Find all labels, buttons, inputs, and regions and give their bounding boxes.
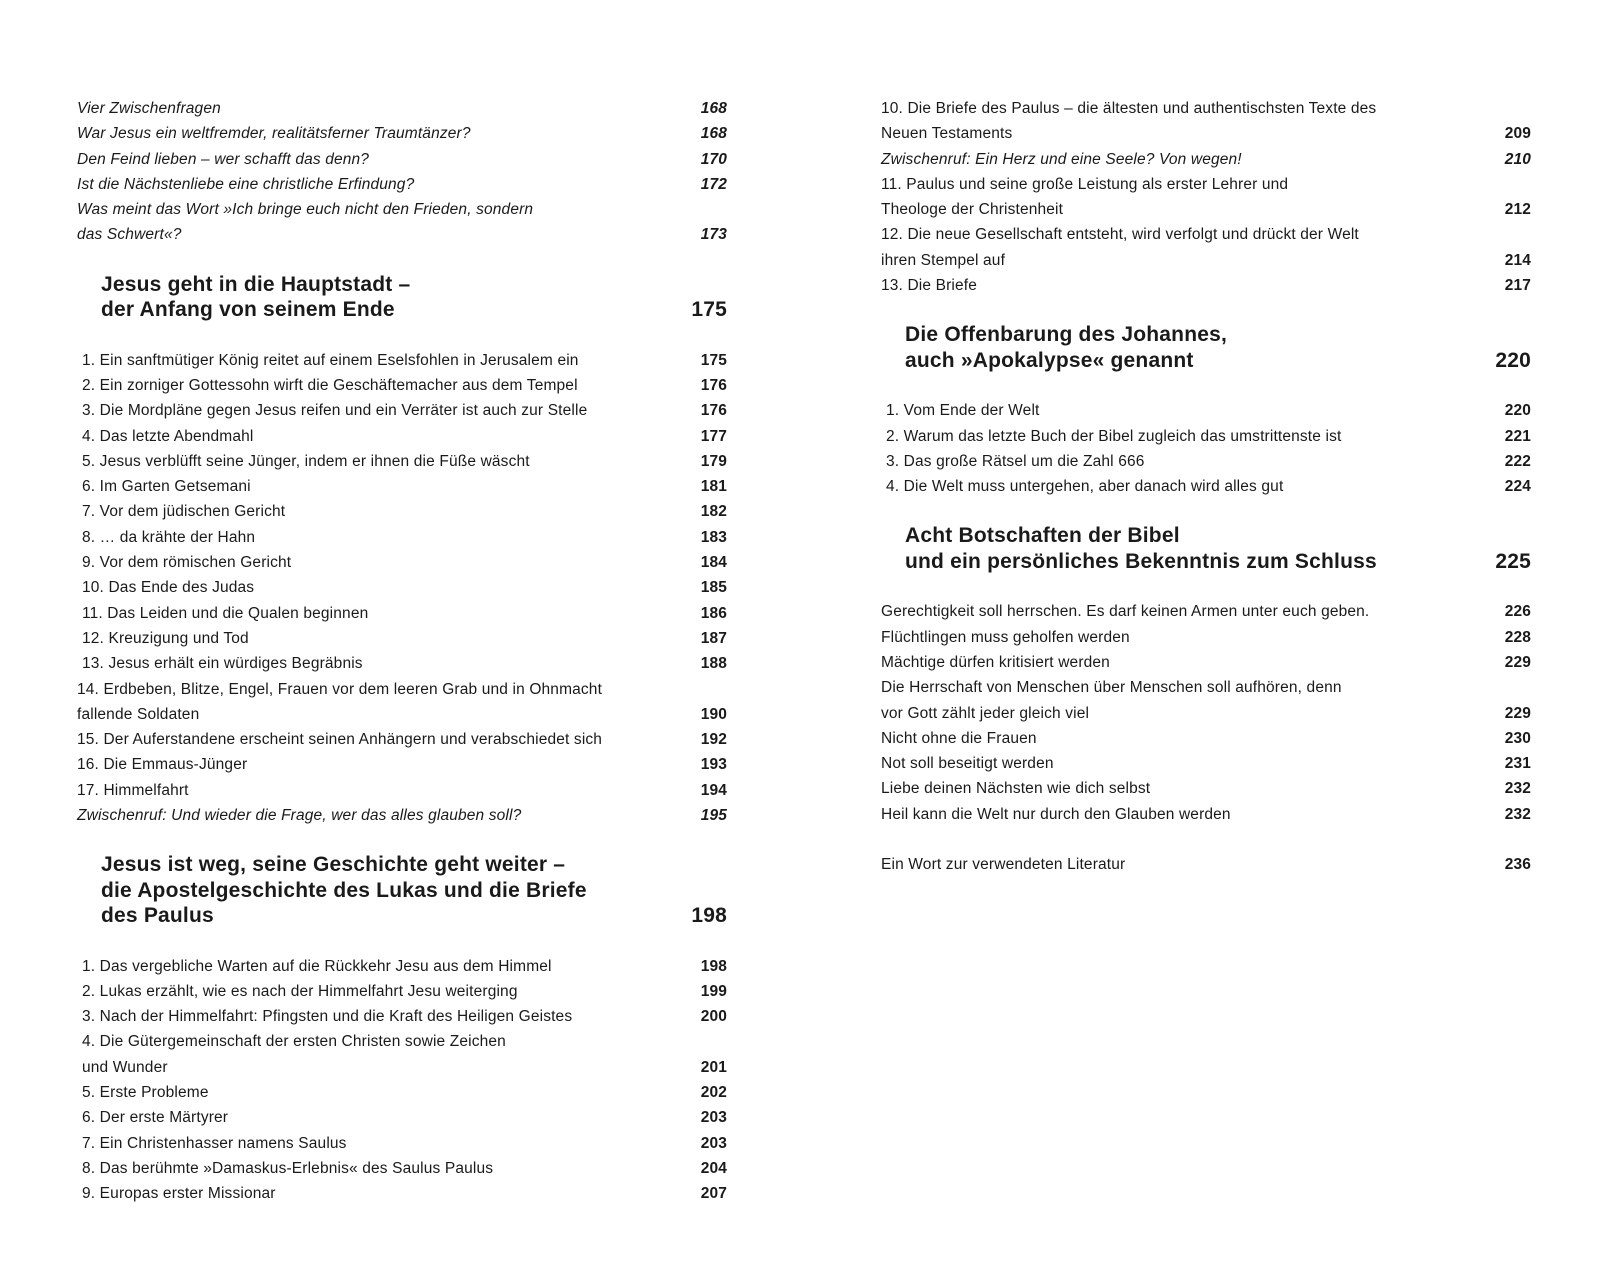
toc-entry-title: 15. Der Auferstandene erscheint seinen Anhängern und verabschiedet sich bbox=[77, 731, 603, 749]
toc-entry-title: 7. Vor dem jüdischen Gericht bbox=[82, 503, 286, 521]
toc-entry-page: 204 bbox=[700, 1159, 727, 1177]
toc-entry[interactable] bbox=[881, 424, 1531, 449]
toc-entry[interactable] bbox=[881, 625, 1531, 650]
toc-entry-page: 181 bbox=[700, 478, 727, 496]
chapter-title-line: der Anfang von seinem Ende bbox=[101, 298, 395, 322]
toc-entry-title: 12. Die neue Gesellschaft entsteht, wird verfolgt und drückt der Welt bbox=[881, 226, 1359, 244]
toc-entry-page: 229 bbox=[1504, 704, 1531, 722]
toc-entry-page: 232 bbox=[1504, 780, 1531, 798]
toc-entry-title: und Wunder bbox=[82, 1058, 168, 1076]
toc-entry-title: 6. Im Garten Getsemani bbox=[82, 478, 251, 496]
toc-entry-page: 202 bbox=[700, 1083, 727, 1101]
toc-entry-title: Liebe deinen Nächsten wie dich selbst bbox=[881, 780, 1151, 798]
toc-entry-title: 14. Erdbeben, Blitze, Engel, Frauen vor dem leeren Grab und in Ohnmacht bbox=[77, 680, 603, 698]
toc-entry[interactable] bbox=[77, 424, 727, 449]
toc-entry[interactable] bbox=[77, 121, 727, 146]
toc-entry-title: Zwischenruf: Und wieder die Frage, wer das alles glauben soll? bbox=[77, 807, 522, 825]
toc-entry[interactable] bbox=[77, 1105, 727, 1130]
toc-entry-title: Mächtige dürfen kritisiert werden bbox=[881, 653, 1110, 671]
toc-entry[interactable] bbox=[77, 752, 727, 777]
toc-entry[interactable] bbox=[77, 1156, 727, 1181]
toc-entry[interactable] bbox=[881, 273, 1531, 298]
toc-entry[interactable] bbox=[881, 776, 1531, 801]
toc-entry-title: 12. Kreuzigung und Tod bbox=[82, 629, 249, 647]
toc-entry[interactable] bbox=[77, 147, 727, 172]
toc-entry-line1[interactable] bbox=[881, 222, 1531, 247]
chapter-heading[interactable] bbox=[77, 852, 727, 928]
toc-entry[interactable] bbox=[77, 626, 727, 651]
toc-entry[interactable] bbox=[77, 651, 727, 676]
toc-entry-page: 182 bbox=[700, 503, 727, 521]
toc-entry-line2[interactable] bbox=[77, 1055, 727, 1080]
toc-entry-page: 194 bbox=[700, 781, 727, 799]
chapter-heading[interactable] bbox=[881, 322, 1531, 373]
toc-entry-page: 184 bbox=[700, 554, 727, 572]
toc-entry-title: 10. Die Briefe des Paulus – die ältesten und authentischsten Texte des bbox=[881, 100, 1377, 117]
toc-entry-page: 230 bbox=[1504, 729, 1531, 747]
toc-entry-title: 6. Der erste Märtyrer bbox=[82, 1109, 229, 1127]
toc-entry-page: 222 bbox=[1504, 452, 1531, 470]
toc-entry-page: 207 bbox=[700, 1185, 727, 1203]
toc-entry-page: 209 bbox=[1504, 125, 1531, 143]
toc-entry-page: 193 bbox=[700, 756, 727, 774]
toc-entry-title: 4. Das letzte Abendmahl bbox=[82, 427, 254, 445]
toc-entry[interactable] bbox=[77, 373, 727, 398]
toc-entry-page: 186 bbox=[700, 604, 727, 622]
toc-entry[interactable] bbox=[881, 802, 1531, 827]
toc-entry[interactable] bbox=[77, 778, 727, 803]
toc-right-column bbox=[881, 96, 1531, 878]
toc-entry-page: 176 bbox=[700, 402, 727, 420]
toc-entry-page: 170 bbox=[700, 150, 727, 168]
toc-entry[interactable] bbox=[77, 575, 727, 600]
toc-entry-page: 201 bbox=[700, 1058, 727, 1076]
toc-entry-title: Heil kann die Welt nur durch den Glauben werden bbox=[881, 805, 1231, 823]
toc-entry[interactable] bbox=[881, 599, 1531, 624]
toc-entry-page: 183 bbox=[700, 528, 727, 546]
toc-entry-page: 217 bbox=[1504, 277, 1531, 295]
chapter-title-line: Acht Botschaften der Bibel bbox=[905, 524, 1180, 548]
chapter-title-line: Jesus geht in die Hauptstadt – bbox=[101, 272, 411, 296]
chapter-page: 225 bbox=[1495, 549, 1531, 573]
toc-entry-title: Neuen Testaments bbox=[881, 125, 1013, 143]
toc-entry[interactable] bbox=[77, 474, 727, 499]
toc-entry[interactable] bbox=[881, 474, 1531, 499]
toc-entry-page: 200 bbox=[700, 1008, 727, 1026]
toc-entry[interactable] bbox=[77, 954, 727, 979]
toc-entry-title: Not soll beseitigt werden bbox=[881, 755, 1054, 773]
toc-entry-title: 9. Europas erster Missionar bbox=[82, 1185, 276, 1203]
toc-entry-title: 3. Die Mordpläne gegen Jesus reifen und ein Verräter ist auch zur Stelle bbox=[82, 402, 588, 420]
toc-entry-page: 192 bbox=[700, 731, 727, 749]
toc-entry-line2[interactable] bbox=[77, 222, 727, 247]
toc-entry[interactable] bbox=[881, 398, 1531, 423]
toc-entry-title: 3. Nach der Himmelfahrt: Pfingsten und die Kraft des Heiligen Geistes bbox=[82, 1008, 573, 1026]
chapter-title-line: die Apostelgeschichte des Lukas und die Briefe bbox=[101, 878, 587, 902]
toc-entry[interactable] bbox=[881, 751, 1531, 776]
toc-entry-page: 188 bbox=[700, 655, 727, 673]
toc-entry[interactable] bbox=[77, 1004, 727, 1029]
chapter-title-line: auch »Apokalypse« genannt bbox=[905, 348, 1194, 372]
toc-entry-title: 5. Erste Probleme bbox=[82, 1083, 209, 1101]
toc-entry[interactable] bbox=[77, 499, 727, 524]
toc-entry-page: 221 bbox=[1504, 427, 1531, 445]
toc-entry-page: 226 bbox=[1504, 603, 1531, 621]
toc-entry-title: vor Gott zählt jeder gleich viel bbox=[881, 704, 1090, 722]
toc-entry-line1[interactable] bbox=[881, 172, 1531, 197]
toc-entry-title: War Jesus ein weltfremder, realitätsferner Traumtänzer? bbox=[77, 125, 471, 143]
toc-entry-title: Was meint das Wort »Ich bringe euch nicht den Frieden, sondern bbox=[77, 201, 534, 219]
toc-entry[interactable] bbox=[881, 147, 1531, 172]
toc-entry[interactable] bbox=[77, 172, 727, 197]
chapter-heading[interactable] bbox=[881, 523, 1531, 574]
chapter-title-line: Jesus ist weg, seine Geschichte geht weiter – bbox=[101, 853, 566, 877]
toc-entry-page: 232 bbox=[1504, 805, 1531, 823]
toc-entry-title: Den Feind lieben – wer schafft das denn? bbox=[77, 150, 370, 168]
toc-entry-page: 190 bbox=[700, 705, 727, 723]
toc-entry-title: Flüchtlingen muss geholfen werden bbox=[881, 628, 1130, 646]
toc-entry[interactable] bbox=[77, 979, 727, 1004]
toc-entry-line2[interactable] bbox=[881, 248, 1531, 273]
toc-entry-line2[interactable] bbox=[881, 197, 1531, 222]
toc-entry-title: 11. Das Leiden und die Qualen beginnen bbox=[82, 604, 369, 622]
toc-entry-title: 13. Jesus erhält ein würdiges Begräbnis bbox=[82, 655, 363, 673]
toc-entry[interactable] bbox=[77, 348, 727, 373]
chapter-title-line: des Paulus bbox=[101, 903, 214, 927]
toc-entry-title: Ist die Nächstenliebe eine christliche Erfindung? bbox=[77, 175, 415, 193]
toc-entry-title: 17. Himmelfahrt bbox=[77, 781, 189, 799]
toc-entry-title: 13. Die Briefe bbox=[881, 277, 978, 295]
toc-entry-title: Zwischenruf: Ein Herz und eine Seele? Von wegen! bbox=[881, 150, 1242, 168]
toc-entry-page: 177 bbox=[700, 427, 727, 445]
toc-entry-title: 1. Ein sanftmütiger König reitet auf einem Eselsfohlen in Jerusalem ein bbox=[82, 351, 579, 369]
chapter-page: 198 bbox=[691, 903, 727, 927]
toc-entry-title: 3. Das große Rätsel um die Zahl 666 bbox=[886, 452, 1145, 470]
toc-entry-page: 228 bbox=[1504, 628, 1531, 646]
toc-entry-title: Nicht ohne die Frauen bbox=[881, 729, 1037, 747]
toc-entry-title: 8. Das berühmte »Damaskus-Erlebnis« des Saulus Paulus bbox=[82, 1159, 494, 1177]
toc-entry-title: 5. Jesus verblüfft seine Jünger, indem er ihnen die Füße wäscht bbox=[82, 452, 530, 470]
toc-entry-title: 1. Das vergebliche Warten auf die Rückkehr Jesu aus dem Himmel bbox=[82, 957, 552, 975]
toc-entry-title: Ein Wort zur verwendeten Literatur bbox=[881, 856, 1126, 874]
toc-entry-page: 176 bbox=[700, 376, 727, 394]
toc-entry-page: 203 bbox=[700, 1134, 727, 1152]
toc-entry-title: 4. Die Welt muss untergehen, aber danach wird alles gut bbox=[886, 478, 1284, 496]
toc-left-column bbox=[77, 96, 727, 1206]
toc-entry-line1[interactable] bbox=[77, 197, 727, 222]
toc-entry-title: Vier Zwischenfragen bbox=[77, 100, 221, 117]
toc-entry[interactable] bbox=[77, 96, 727, 121]
toc-entry[interactable] bbox=[77, 1181, 727, 1206]
toc-entry-title: 8. … da krähte der Hahn bbox=[82, 528, 256, 546]
toc-entry-title: 4. Die Gütergemeinschaft der ersten Christen sowie Zeichen bbox=[82, 1033, 506, 1051]
toc-entry-title: Theologe der Christenheit bbox=[881, 201, 1064, 219]
toc-entry-line1[interactable] bbox=[77, 677, 727, 702]
toc-entry-page: 229 bbox=[1504, 653, 1531, 671]
chapter-title-line: Die Offenbarung des Johannes, bbox=[905, 323, 1228, 347]
toc-entry-page: 236 bbox=[1504, 856, 1531, 874]
toc-entry[interactable] bbox=[77, 727, 727, 752]
toc-entry-page: 214 bbox=[1504, 251, 1531, 269]
toc-entry-title: 7. Ein Christenhasser namens Saulus bbox=[82, 1134, 347, 1152]
toc-entry-title: 2. Ein zorniger Gottessohn wirft die Geschäftemacher aus dem Tempel bbox=[82, 376, 578, 394]
toc-entry-title: Gerechtigkeit soll herrschen. Es darf keinen Armen unter euch geben. bbox=[881, 603, 1370, 621]
toc-entry-title: das Schwert«? bbox=[77, 226, 182, 244]
toc-entry-title: 11. Paulus und seine große Leistung als erster Lehrer und bbox=[881, 175, 1289, 193]
toc-entry-page: 187 bbox=[700, 629, 727, 647]
toc-entry-line1[interactable] bbox=[881, 675, 1531, 700]
toc-entry[interactable] bbox=[77, 398, 727, 423]
toc-entry-title: Die Herrschaft von Menschen über Menschen soll aufhören, denn bbox=[881, 679, 1342, 697]
toc-entry[interactable] bbox=[77, 1131, 727, 1156]
toc-entry-title: 9. Vor dem römischen Gericht bbox=[82, 554, 292, 572]
toc-entry-title: 1. Vom Ende der Welt bbox=[886, 402, 1040, 420]
toc-entry-page: 195 bbox=[700, 807, 727, 825]
toc-entry[interactable] bbox=[77, 449, 727, 474]
toc-entry[interactable] bbox=[77, 550, 727, 575]
toc-entry-page: 185 bbox=[700, 579, 727, 597]
toc-entry-page: 220 bbox=[1504, 402, 1531, 420]
toc-entry-line1[interactable] bbox=[881, 96, 1531, 121]
toc-entry-title: 16. Die Emmaus-Jünger bbox=[77, 756, 248, 774]
toc-entry-title: 2. Warum das letzte Buch der Bibel zugleich das umstrittenste ist bbox=[886, 427, 1342, 445]
toc-entry-page: 224 bbox=[1504, 478, 1531, 496]
toc-entry-title: ihren Stempel auf bbox=[881, 251, 1006, 269]
toc-entry-page: 203 bbox=[700, 1109, 727, 1127]
chapter-page: 220 bbox=[1495, 348, 1531, 372]
toc-entry-title: 10. Das Ende des Judas bbox=[82, 579, 255, 597]
chapter-title-line: und ein persönliches Bekenntnis zum Schluss bbox=[905, 549, 1377, 573]
chapter-page: 175 bbox=[691, 298, 727, 322]
toc-entry[interactable] bbox=[77, 803, 727, 828]
toc-entry-page: 179 bbox=[700, 452, 727, 470]
toc-entry-page: 175 bbox=[700, 351, 727, 369]
toc-entry-line2[interactable] bbox=[77, 702, 727, 727]
toc-entry-page: 168 bbox=[700, 125, 727, 143]
toc-entry[interactable] bbox=[881, 852, 1531, 877]
toc-entry-line2[interactable] bbox=[881, 121, 1531, 146]
toc-entry-page: 210 bbox=[1504, 150, 1531, 168]
toc-entry-page: 199 bbox=[700, 982, 727, 1000]
chapter-heading[interactable] bbox=[77, 272, 727, 323]
toc-entry[interactable] bbox=[77, 525, 727, 550]
toc-entry-page: 172 bbox=[700, 175, 727, 193]
toc-entry-line2[interactable] bbox=[881, 701, 1531, 726]
toc-entry[interactable] bbox=[77, 601, 727, 626]
toc-entry-page: 231 bbox=[1504, 755, 1531, 773]
toc-entry[interactable] bbox=[77, 1080, 727, 1105]
toc-entry-page: 198 bbox=[700, 957, 727, 975]
toc-entry-title: fallende Soldaten bbox=[77, 705, 200, 723]
toc-entry[interactable] bbox=[881, 650, 1531, 675]
toc-entry-line1[interactable] bbox=[77, 1029, 727, 1054]
toc-entry[interactable] bbox=[881, 726, 1531, 751]
toc-entry-title: 2. Lukas erzählt, wie es nach der Himmelfahrt Jesu weiterging bbox=[82, 982, 518, 1000]
toc-entry[interactable] bbox=[881, 449, 1531, 474]
toc-entry-page: 173 bbox=[700, 226, 727, 244]
toc-entry-page: 212 bbox=[1504, 201, 1531, 219]
toc-entry-page: 168 bbox=[700, 100, 727, 117]
